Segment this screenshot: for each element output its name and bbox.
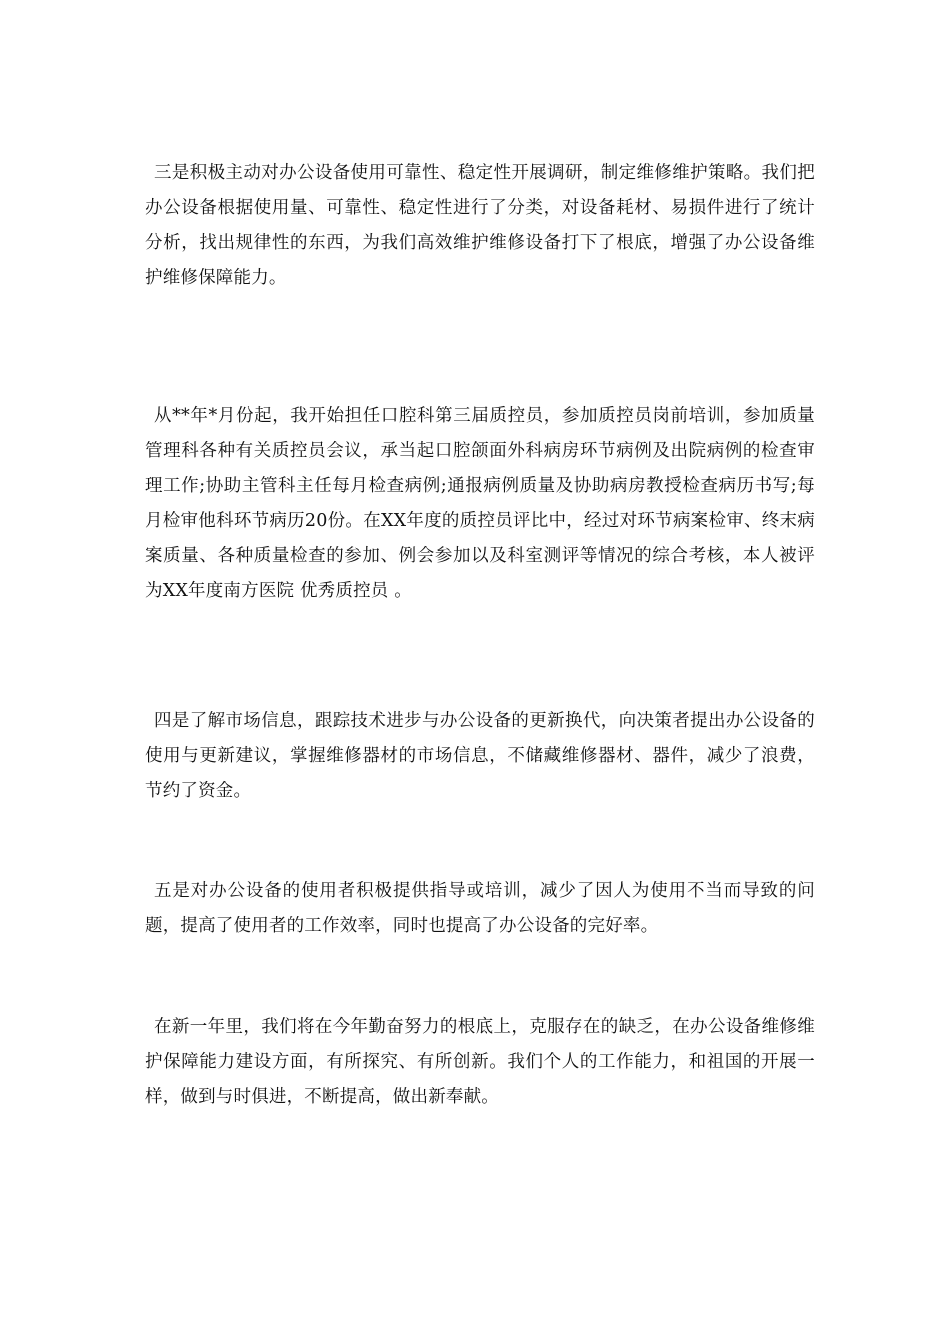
paragraph-equipment-reliability-research: 三是积极主动对办公设备使用可靠性、稳定性开展调研，制定维修维护策略。我们把办公设备根据使用量、可靠性、稳定性进行了分类，对设备耗材、易损件进行了统计分析，找出规律性的东西，为我们高效维护维修设备打下了根底，增强了办公设备维护维修保障能力。 [145,163,815,288]
paragraph-new-year-outlook: 在新一年里，我们将在今年勤奋努力的根底上，克服存在的缺乏，在办公设备维修维护保障能力建设方面，有所探究、有所创新。我们个人的工作能力，和祖国的开展一样，做到与时俱进，不断提高，做出新奉献。 [145,1017,815,1107]
paragraph-user-training: 五是对办公设备的使用者积极提供指导或培训，减少了因人为使用不当而导致的问题，提高了使用者的工作效率，同时也提高了办公设备的完好率。 [145,881,815,936]
paragraph-market-information: 四是了解市场信息，跟踪技术进步与办公设备的更新换代，向决策者提出办公设备的使用与更新建议，掌握维修器材的市场信息，不储藏维修器材、器件，减少了浪费，节约了资金。 [145,711,815,801]
paragraph-quality-controller-work: 从**年*月份起，我开始担任口腔科第三届质控员，参加质控员岗前培训，参加质量管理科各种有关质控员会议，承当起口腔颌面外科病房环节病例及出院病例的检查审理工作;协助主管科主任每月检查病例;通报病例质量及协助病房教授检查病历书写;每月检审他科环节病历20份。在XX年度的质控员评比中，经过对环节病案检审、终末病案质量、各种质量检查的参加、例会参加以及科室测评等情况的综合考核，本人被评为XX年度南方医院 优秀质控员 。 [145,406,815,601]
